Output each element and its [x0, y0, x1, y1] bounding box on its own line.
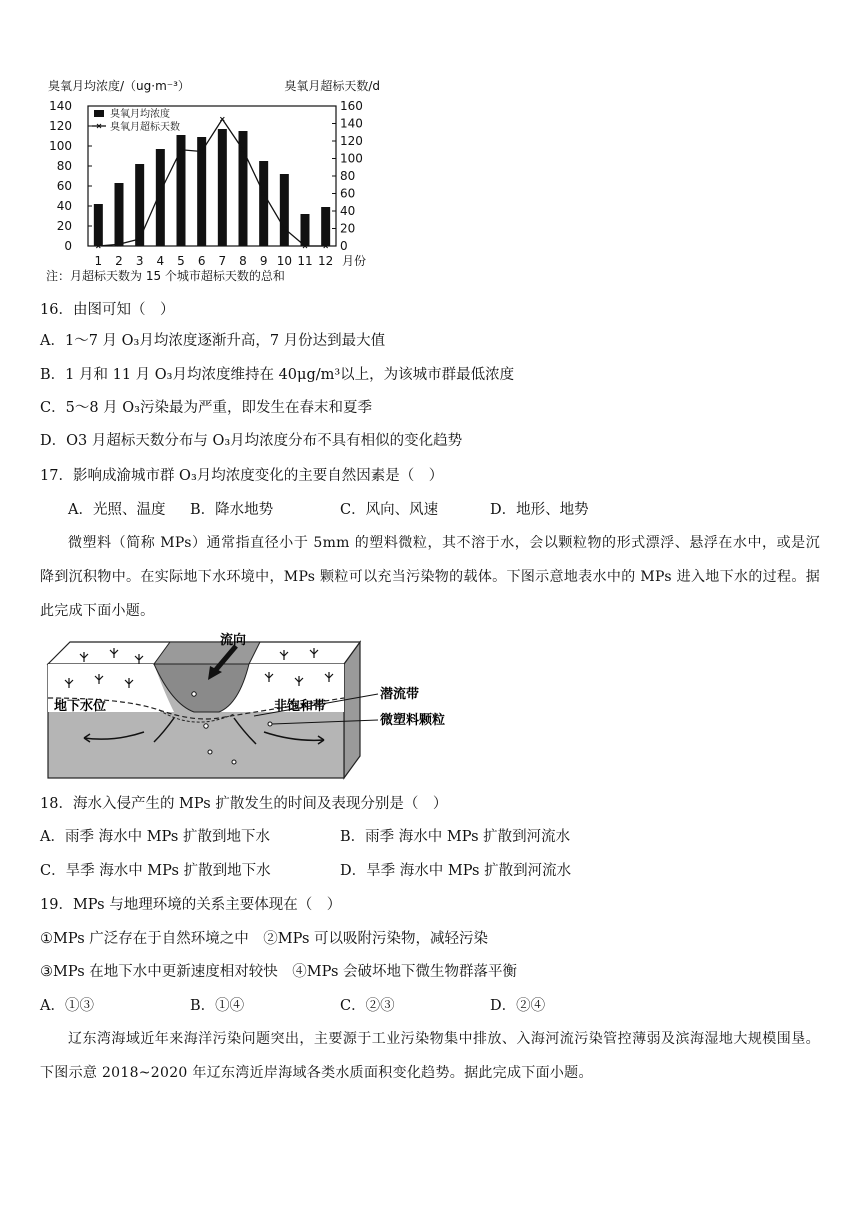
right-tick-label: 20: [340, 221, 356, 236]
hyporheic-zone-label: 潜流带: [380, 687, 420, 702]
flow-label: 流向: [220, 633, 247, 648]
exceedance-days-point: [220, 117, 224, 121]
left-tick-label: 60: [56, 179, 72, 193]
right-axis-label: 臭氧月超标天数/d: [284, 79, 380, 93]
mps-groundwater-diagram: [44, 632, 464, 782]
ozone-concentration-bar: [115, 183, 124, 246]
q18-option-a[interactable]: A．雨季 海水中 MPs 扩散到地下水: [40, 829, 270, 845]
left-tick-label: 120: [49, 119, 72, 133]
right-tick-label: 120: [340, 134, 363, 148]
x-tick-label: 3: [135, 254, 144, 268]
right-tick-label: 160: [340, 99, 363, 113]
left-tick-label: 100: [49, 139, 72, 153]
x-tick-label: 10: [276, 254, 292, 268]
ozone-chart-svg: [40, 74, 385, 292]
q19-statements-1: ①MPs 广泛存在于自然环境之中 ②MPs 可以吸附污染物，减轻污染: [40, 931, 489, 947]
x-tick-label: 11: [297, 254, 313, 268]
left-tick-label: 0: [64, 239, 72, 253]
x-tick-label: 4: [156, 254, 165, 268]
ozone-concentration-bar: [259, 161, 268, 246]
right-tick-label: 100: [340, 151, 363, 166]
legend-bar-label: 臭氧月均浓度: [110, 109, 170, 120]
ozone-concentration-bar: [280, 174, 289, 246]
block-side-face: [344, 642, 360, 778]
q19-option-d[interactable]: D．②④: [490, 998, 546, 1014]
ozone-concentration-bar: [218, 129, 227, 246]
q16-option-d[interactable]: D．O3 月超标天数分布与 O₃月均浓度分布不具有相似的变化趋势: [40, 433, 463, 449]
q17-option-c[interactable]: C．风向、风速: [340, 502, 439, 518]
left-tick-label: 40: [56, 199, 72, 213]
left-axis-label: 臭氧月均浓度/（ug·m⁻³）: [48, 79, 190, 93]
left-tick-label: 20: [56, 219, 72, 233]
q17-stem: 17．影响成渝城市群 O₃月均浓度变化的主要自然因素是（ ）: [40, 468, 444, 484]
right-tick-label: 40: [340, 204, 356, 218]
ozone-concentration-bar: [177, 135, 186, 246]
q18-stem: 18．海水入侵产生的 MPs 扩散发生的时间及表现分别是（ ）: [40, 796, 448, 812]
x-tick-label: 8: [239, 254, 247, 268]
q18-option-d[interactable]: D．旱季 海水中 MPs 扩散到河流水: [340, 863, 572, 879]
x-tick-label: 5: [177, 254, 185, 268]
chart-note: 注：月超标天数为 15 个城市超标天数的总和: [46, 269, 285, 283]
ozone-concentration-bar: [301, 214, 310, 246]
q16-stem: 16．由图可知（ ）: [40, 302, 175, 318]
x-tick-label: 6: [197, 254, 206, 268]
ozone-concentration-bar: [197, 137, 206, 246]
x-tick-label: 12: [318, 254, 334, 268]
ozone-concentration-bar: [239, 131, 248, 246]
q17-option-a[interactable]: A．光照、温度: [68, 502, 166, 518]
q16-option-b[interactable]: B．1 月和 11 月 O₃月均浓度维持在 40μg/m³以上，为该城市群最低浓度: [40, 367, 515, 383]
q19-option-b[interactable]: B．①④: [190, 998, 245, 1014]
groundwater-table-label: 地下水位: [54, 699, 107, 714]
ozone-chart: [40, 74, 385, 292]
mps-intro-paragraph: 微塑料（简称 MPs）通常指直径小于 5mm 的塑料微粒，其不溶于水，会以颗粒物的形式漂浮、悬浮在水中，或是沉降到沉积物中。在实际地下水环境中，MPs 颗粒可以充当污染物的载体。下图示意地表水中的 MPs 进入地下水的过程。据此完成下面小题。: [40, 535, 820, 619]
q16-option-c[interactable]: C．5～8 月 O₃污染最为严重，即发生在春末和夏季: [40, 400, 372, 416]
ozone-concentration-bar: [321, 207, 330, 246]
right-tick-label: 140: [340, 116, 363, 131]
x-tick-label: 9: [259, 254, 268, 268]
unsaturated-zone-label: 非饱和带: [274, 699, 327, 714]
x-tick-label: 7: [218, 254, 227, 268]
left-tick-label: 80: [56, 159, 72, 173]
exceedance-days-line: [98, 119, 325, 246]
q19-statements-2: ③MPs 在地下水中更新速度相对较快 ④MPs 会破坏地下微生物群落平衡: [40, 964, 518, 980]
q18-option-b[interactable]: B．雨季 海水中 MPs 扩散到河流水: [340, 829, 571, 845]
q17-option-b[interactable]: B．降水地势: [190, 502, 274, 518]
q19-stem: 19．MPs 与地理环境的关系主要体现在（ ）: [40, 897, 342, 913]
liaodong-bay-paragraph: 辽东湾海域近年来海洋污染问题突出，主要源于工业污染物集中排放、入海河流污染管控薄弱及滨海湿地大规模围垦。下图示意 2018~2020 年辽东湾近岸海域各类水质面积变化趋势。据此完成下面小题。: [40, 1031, 820, 1081]
x-axis-label: 月份: [342, 254, 367, 268]
left-tick-label: 140: [49, 99, 72, 113]
right-tick-label: 60: [340, 186, 356, 201]
q16-option-a[interactable]: A．1～7 月 O₃月均浓度逐渐升高，7 月份达到最大值: [40, 333, 386, 349]
ozone-concentration-bar: [94, 204, 103, 246]
microplastic-label: 微塑料颗粒: [380, 713, 446, 728]
legend-bar-swatch: [94, 110, 104, 117]
right-tick-label: 80: [340, 169, 356, 183]
q18-option-c[interactable]: C．旱季 海水中 MPs 扩散到地下水: [40, 863, 271, 879]
x-tick-label: 1: [94, 254, 103, 268]
q19-option-c[interactable]: C．②③: [340, 998, 395, 1014]
x-tick-label: 2: [115, 254, 123, 268]
q17-option-d[interactable]: D．地形、地势: [490, 502, 589, 518]
legend-line-label: 臭氧月超标天数: [110, 122, 180, 133]
q19-option-a[interactable]: A．①③: [40, 998, 94, 1014]
ozone-concentration-bar: [135, 164, 144, 246]
right-tick-label: 0: [340, 239, 348, 253]
